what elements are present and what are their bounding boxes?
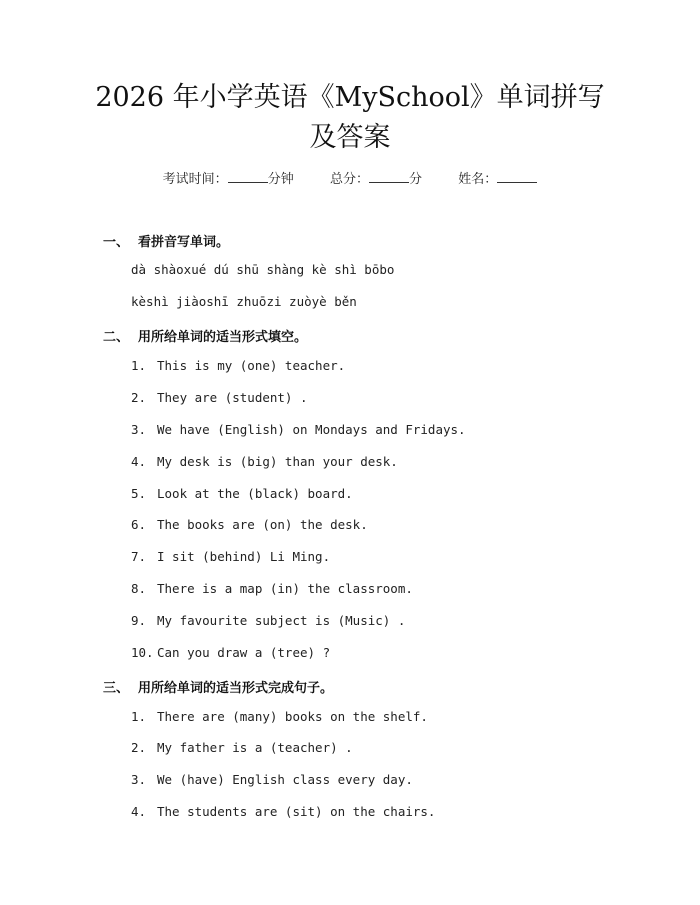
question-text: The students are (sit) on the chairs. xyxy=(157,804,436,819)
question-text: My favourite subject is (Music) . xyxy=(157,613,406,628)
question-item xyxy=(131,581,413,596)
section-2-heading xyxy=(103,326,307,345)
question-number: 7. xyxy=(131,549,147,564)
exam-meta xyxy=(0,168,700,187)
pinyin-line: kèshì jiàoshī zhuōzi zuòyè běn xyxy=(131,294,357,309)
section-title: 看拼音写单词。 xyxy=(138,235,230,250)
question-item xyxy=(131,486,353,501)
section-number: 三、 xyxy=(103,681,130,696)
question-text: My desk is (big) than your desk. xyxy=(157,454,398,469)
question-item xyxy=(131,549,330,564)
question-item xyxy=(131,613,405,628)
question-number: 3. xyxy=(131,772,147,787)
question-number: 2. xyxy=(131,390,147,405)
section-number: 一、 xyxy=(103,235,130,250)
question-number: 2. xyxy=(131,740,147,755)
question-item xyxy=(131,645,330,660)
question-text: The books are (on) the desk. xyxy=(157,517,368,532)
question-number: 9. xyxy=(131,613,147,628)
score-unit: 分 xyxy=(409,172,423,187)
score-blank xyxy=(369,170,409,183)
question-text: There is a map (in) the classroom. xyxy=(157,581,413,596)
time-unit: 分钟 xyxy=(267,172,294,187)
question-number: 10. xyxy=(131,645,154,660)
section-1-heading xyxy=(103,231,229,250)
question-number: 5. xyxy=(131,486,147,501)
score-label: 总分： xyxy=(329,172,369,187)
question-text: We (have) English class every day. xyxy=(157,772,413,787)
question-text: Look at the (black) board. xyxy=(157,486,353,501)
question-number: 8. xyxy=(131,581,147,596)
question-text: Can you draw a (tree) ? xyxy=(157,645,331,660)
section-title: 用所给单词的适当形式完成句子。 xyxy=(138,681,334,696)
question-number: 4. xyxy=(131,804,147,819)
section-number: 二、 xyxy=(103,330,130,345)
question-item xyxy=(131,709,428,724)
page-title: 2026 年小学英语《MySchool》单词拼写及答案 xyxy=(95,82,605,153)
question-item xyxy=(131,740,353,755)
question-item xyxy=(131,358,345,373)
question-number: 1. xyxy=(131,358,147,373)
section-title: 用所给单词的适当形式填空。 xyxy=(138,330,308,345)
question-number: 6. xyxy=(131,517,147,532)
pinyin-line: dà shàoxué dú shū shàng kè shì bōbo xyxy=(131,262,395,277)
question-number: 1. xyxy=(131,709,147,724)
question-text: There are (many) books on the shelf. xyxy=(157,709,428,724)
question-text: This is my (one) teacher. xyxy=(157,358,346,373)
time-blank xyxy=(228,170,268,183)
question-text: We have (English) on Mondays and Fridays. xyxy=(157,422,466,437)
question-item xyxy=(131,804,435,819)
section-3-heading xyxy=(103,677,333,696)
name-label: 姓名： xyxy=(458,172,498,187)
question-item xyxy=(131,517,368,532)
question-text: My father is a (teacher) . xyxy=(157,740,353,755)
question-text: They are (student) . xyxy=(157,390,308,405)
question-number: 3. xyxy=(131,422,147,437)
time-label: 考试时间： xyxy=(162,172,228,187)
question-item xyxy=(131,422,466,437)
question-item xyxy=(131,772,413,787)
question-text: I sit (behind) Li Ming. xyxy=(157,549,331,564)
question-item xyxy=(131,390,308,405)
name-blank xyxy=(497,170,537,183)
question-item xyxy=(131,454,398,469)
question-number: 4. xyxy=(131,454,147,469)
